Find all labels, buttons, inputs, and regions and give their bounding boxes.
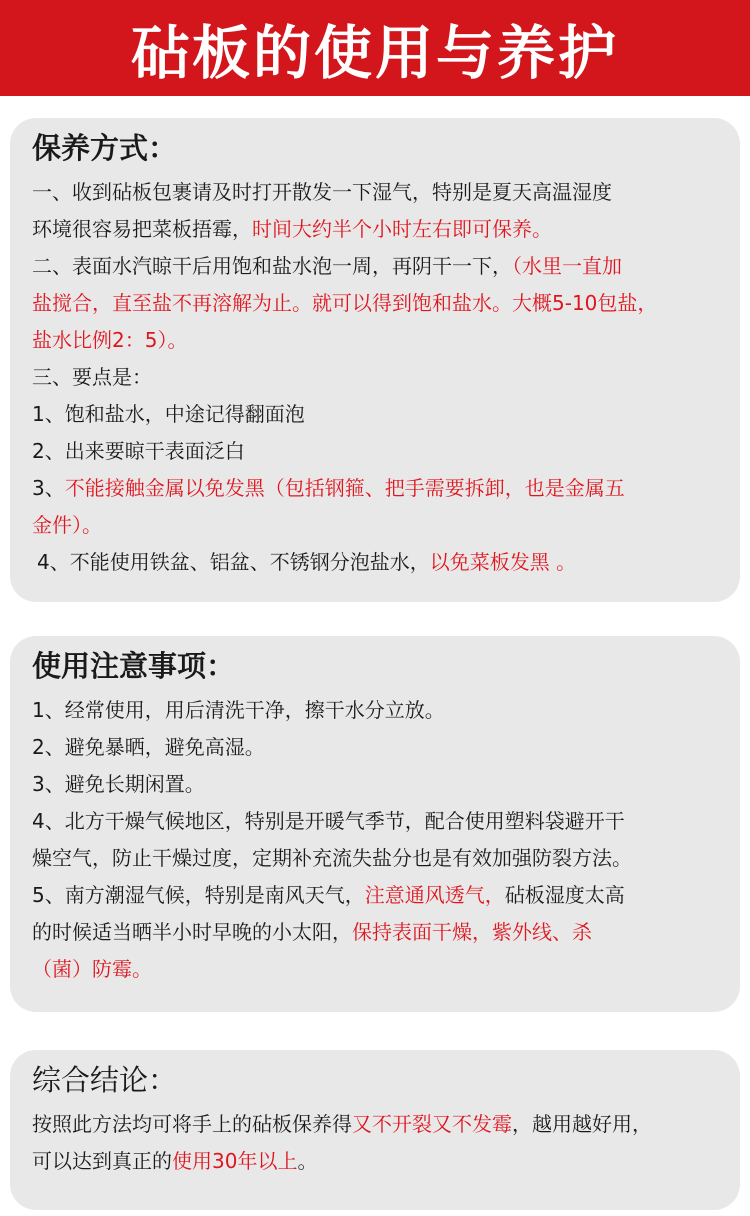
body-text: 的时候适当晒半小时早晚的小太阳， [32, 920, 352, 944]
body-text: 砧板湿度太高 [504, 883, 625, 907]
body-text: 1、经常使用，用后清洗干净，擦干水分立放。 [32, 698, 445, 722]
page-banner [0, 0, 750, 96]
body-text: 二、表面水汽晾干后用饱和盐水泡一周，再阴干一下， [32, 254, 512, 278]
highlight-text: （水里一直加 [512, 254, 622, 278]
body-text: 1、饱和盐水，中途记得翻面泡 [32, 402, 305, 426]
page-title: 砧板的使用与养护 [130, 19, 619, 87]
conclusion-title: 综合结论： [32, 1063, 178, 1097]
highlight-text: 盐搅合，直至盐不再溶解为止。就可以得到饱和盐水。大概5-10包盐， [32, 291, 658, 315]
usage-line [32, 692, 718, 729]
maintenance-line [32, 174, 718, 211]
maintenance-card [10, 118, 740, 602]
body-text: 2、避免暴晒，避免高湿。 [32, 735, 265, 759]
usage-title: 使用注意事项： [32, 649, 236, 683]
conclusion-line [32, 1106, 718, 1143]
usage-line [32, 877, 718, 914]
maintenance-line [32, 285, 718, 322]
maintenance-line [32, 470, 718, 507]
usage-line [32, 914, 718, 951]
usage-line [32, 840, 718, 877]
conclusion-line [32, 1143, 718, 1180]
body-text: 燥空气，防止干燥过度，定期补充流失盐分也是有效加强防裂方法。 [32, 846, 632, 870]
body-text: 4、北方干燥气候地区，特别是开暖气季节，配合使用塑料袋避开干 [32, 809, 625, 833]
maintenance-line [32, 322, 718, 359]
maintenance-line [32, 211, 718, 248]
body-text: 。 [297, 1149, 318, 1173]
conclusion-card [10, 1050, 740, 1210]
body-text: 3、 [32, 476, 65, 500]
usage-lines [32, 692, 718, 988]
usage-line [32, 803, 718, 840]
highlight-text: 金件）。 [32, 513, 102, 537]
highlight-text: 使用30年以上 [172, 1149, 298, 1173]
highlight-text: （菌）防霉。 [32, 957, 152, 981]
body-text: ，越用越好用， [512, 1112, 652, 1136]
conclusion-lines [32, 1106, 718, 1180]
maintenance-line [32, 248, 718, 285]
body-text: 4、不能使用铁盆、铝盆、不锈钢分泡盐水， [37, 550, 430, 574]
highlight-text: 以免菜板发黑 。 [429, 550, 577, 574]
body-text: 按照此方法均可将手上的砧板保养得 [32, 1112, 352, 1136]
body-text: 可以达到真正的 [32, 1149, 172, 1173]
usage-line [32, 766, 718, 803]
maintenance-lines [32, 174, 718, 581]
body-text: 5、南方潮湿气候，特别是南风天气， [32, 883, 365, 907]
body-text: 三、要点是： [32, 365, 152, 389]
highlight-text: 盐水比例2：5）。 [32, 328, 188, 352]
highlight-text: 时间大约半个小时左右即可保养。 [252, 217, 552, 241]
body-text: 环境很容易把菜板捂霉， [32, 217, 252, 241]
highlight-text: 不能接触金属以免发黑（包括钢箍、把手需要拆卸，也是金属五 [64, 476, 625, 500]
usage-line [32, 729, 718, 766]
body-text: 一、收到砧板包裹请及时打开散发一下湿气，特别是夏天高温湿度 [32, 180, 612, 204]
maintenance-title: 保养方式： [32, 131, 178, 165]
maintenance-line [32, 544, 718, 581]
maintenance-line [32, 433, 718, 470]
maintenance-line [32, 396, 718, 433]
highlight-text: 注意通风透气， [364, 883, 505, 907]
usage-line [32, 951, 718, 988]
body-text: 2、出来要晾干表面泛白 [32, 439, 245, 463]
highlight-text: 保持表面干燥，紫外线、杀 [352, 920, 592, 944]
maintenance-line [32, 359, 718, 396]
usage-card [10, 636, 740, 1012]
maintenance-line [32, 507, 718, 544]
highlight-text: 又不开裂又不发霉 [352, 1112, 512, 1136]
body-text: 3、避免长期闲置。 [32, 772, 205, 796]
